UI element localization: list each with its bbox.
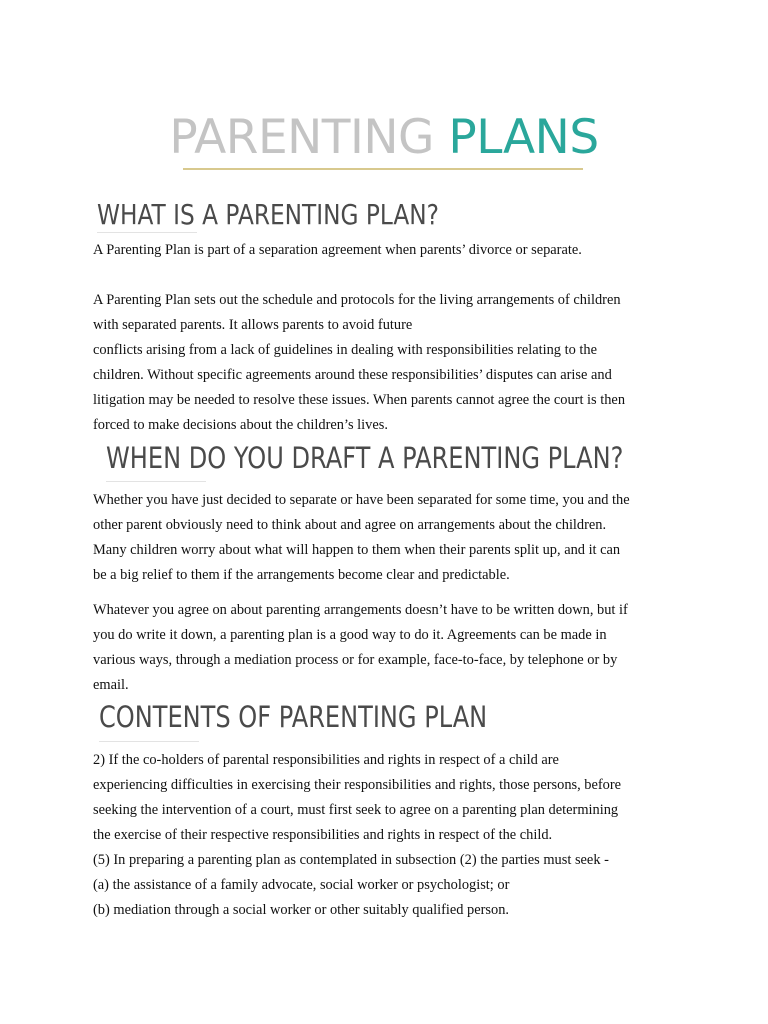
paragraph-line: with separated parents. It allows parents to avoid future bbox=[93, 317, 413, 333]
paragraph-line: children. Without specific agreements around these responsibilities’ disputes can arise and bbox=[93, 367, 612, 383]
heading-underline bbox=[99, 741, 199, 742]
heading-when-do-you-draft: WHEN DO YOU DRAFT A PARENTING PLAN? bbox=[106, 441, 624, 475]
paragraph-line: (a) the assistance of a family advocate, social worker or psychologist; or bbox=[93, 877, 510, 893]
paragraph-line: be a big relief to them if the arrangements become clear and predictable. bbox=[93, 567, 510, 583]
paragraph-line: other parent obviously need to think about and agree on arrangements about the children. bbox=[93, 517, 607, 533]
heading-what-is-a-parenting-plan: WHAT IS A PARENTING PLAN? bbox=[97, 198, 439, 231]
paragraph-line: seeking the intervention of a court, must first seek to agree on a parenting plan determining bbox=[93, 802, 619, 818]
paragraph bbox=[93, 598, 678, 698]
heading-underline bbox=[97, 232, 197, 233]
paragraph bbox=[93, 238, 678, 263]
paragraph-line: litigation may be needed to resolve these issues. When parents cannot agree the court is then bbox=[93, 392, 626, 408]
paragraph-line: various ways, through a mediation process or for example, face-to-face, by telephone or by bbox=[93, 652, 618, 668]
paragraph-line: conflicts arising from a lack of guidelines in dealing with responsibilities relating to the bbox=[93, 342, 597, 358]
paragraph-line: A Parenting Plan sets out the schedule and protocols for the living arrangements of children bbox=[93, 292, 621, 308]
page-title bbox=[0, 108, 768, 168]
heading-underline bbox=[106, 481, 206, 482]
paragraph-line: (5) In preparing a parenting plan as contemplated in subsection (2) the parties must seek - bbox=[93, 852, 609, 868]
paragraph-line: experiencing difficulties in exercising their responsibilities and rights, those persons, before bbox=[93, 777, 622, 793]
paragraph-line: A Parenting Plan is part of a separation agreement when parents’ divorce or separate. bbox=[93, 242, 582, 258]
paragraph-line: Whether you have just decided to separate or have been separated for some time, you and the bbox=[93, 492, 630, 508]
paragraph-line: Many children worry about what will happen to them when their parents split up, and it can bbox=[93, 542, 621, 558]
paragraph-line: Whatever you agree on about parenting arrangements doesn’t have to be written down, but if bbox=[93, 602, 628, 618]
title-word-parenting: PARENTING bbox=[169, 110, 434, 165]
paragraph-line: (b) mediation through a social worker or other suitably qualified person. bbox=[93, 902, 510, 918]
paragraph-line: 2) If the co-holders of parental responsibilities and rights in respect of a child are bbox=[93, 752, 559, 768]
title-divider bbox=[183, 168, 583, 170]
paragraph-line: email. bbox=[93, 677, 129, 693]
paragraph-line: forced to make decisions about the children’s lives. bbox=[93, 417, 388, 433]
paragraph bbox=[93, 488, 678, 588]
paragraph bbox=[93, 288, 678, 438]
title-word-plans: PLANS bbox=[448, 110, 599, 165]
paragraph-line: the exercise of their respective responsibilities and rights in respect of the child. bbox=[93, 827, 553, 843]
heading-contents-of-parenting-plan: CONTENTS OF PARENTING PLAN bbox=[99, 700, 488, 734]
paragraph bbox=[93, 748, 678, 923]
paragraph-line: you do write it down, a parenting plan is a good way to do it. Agreements can be made in bbox=[93, 627, 607, 643]
